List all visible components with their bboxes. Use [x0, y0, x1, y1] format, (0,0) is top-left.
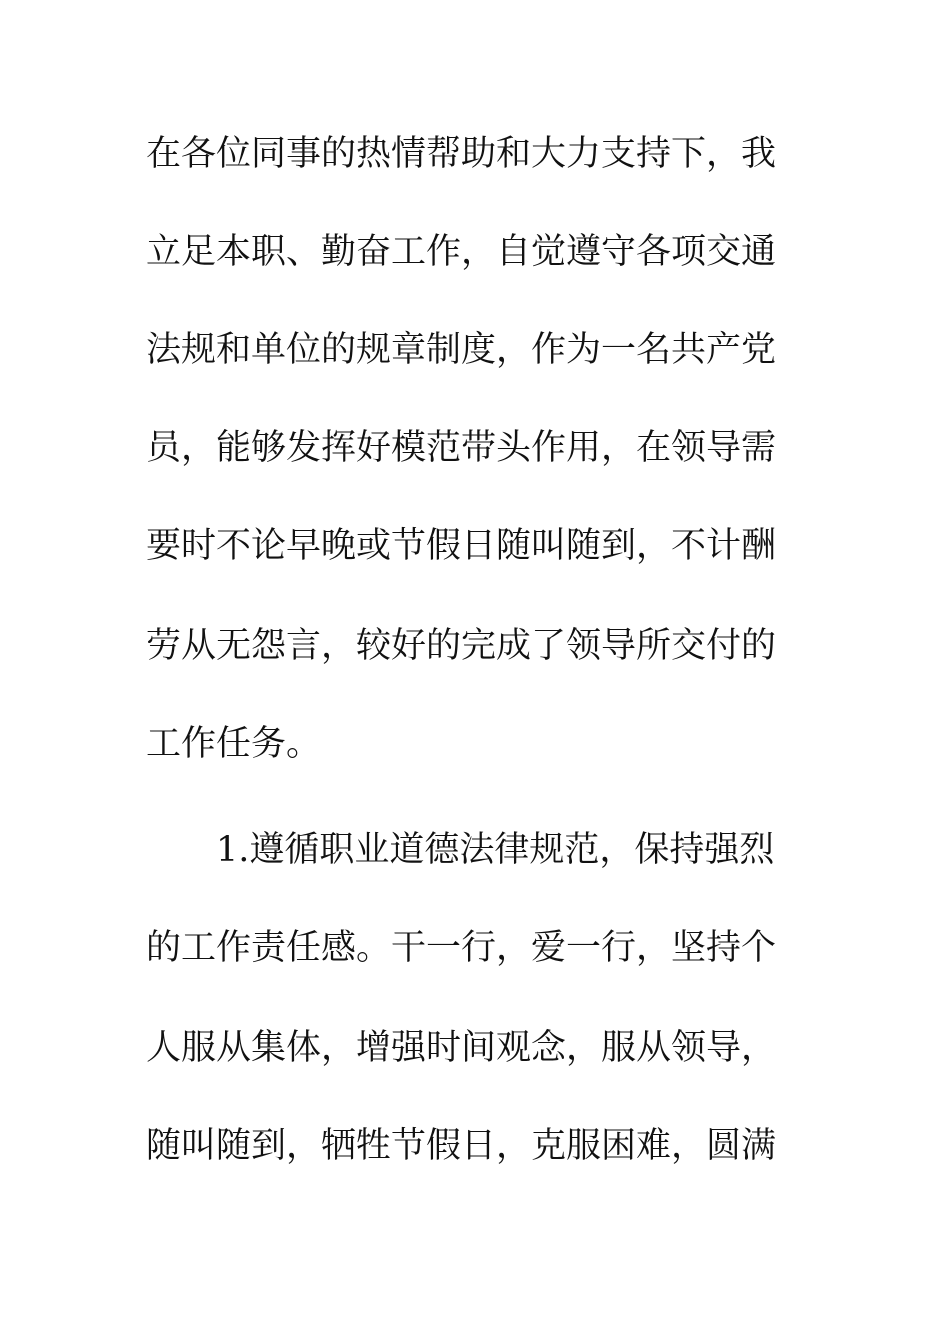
numbered-item-line: 1.遵循职业道德法律规范，保持强烈: [216, 830, 775, 870]
paragraph-line: 随叫随到，牺牲节假日，克服困难，圆满: [146, 1126, 777, 1166]
paragraph-line: 在各位同事的热情帮助和大力支持下，我: [146, 134, 777, 174]
paragraph-line: 人服从集体，增强时间观念，服从领导，: [146, 1028, 777, 1068]
paragraph-line: 员，能够发挥好模范带头作用，在领导需: [146, 428, 777, 468]
paragraph-line: 工作任务。: [146, 724, 322, 764]
paragraph-line: 法规和单位的规章制度，作为一名共产党: [146, 330, 777, 370]
paragraph-line: 立足本职、勤奋工作，自觉遵守各项交通: [146, 232, 777, 272]
paragraph-line: 劳从无怨言，较好的完成了领导所交付的: [146, 626, 777, 666]
paragraph-line: 要时不论早晚或节假日随叫随到，不计酬: [146, 526, 777, 566]
paragraph-line: 的工作责任感。干一行，爱一行，坚持个: [146, 928, 777, 968]
